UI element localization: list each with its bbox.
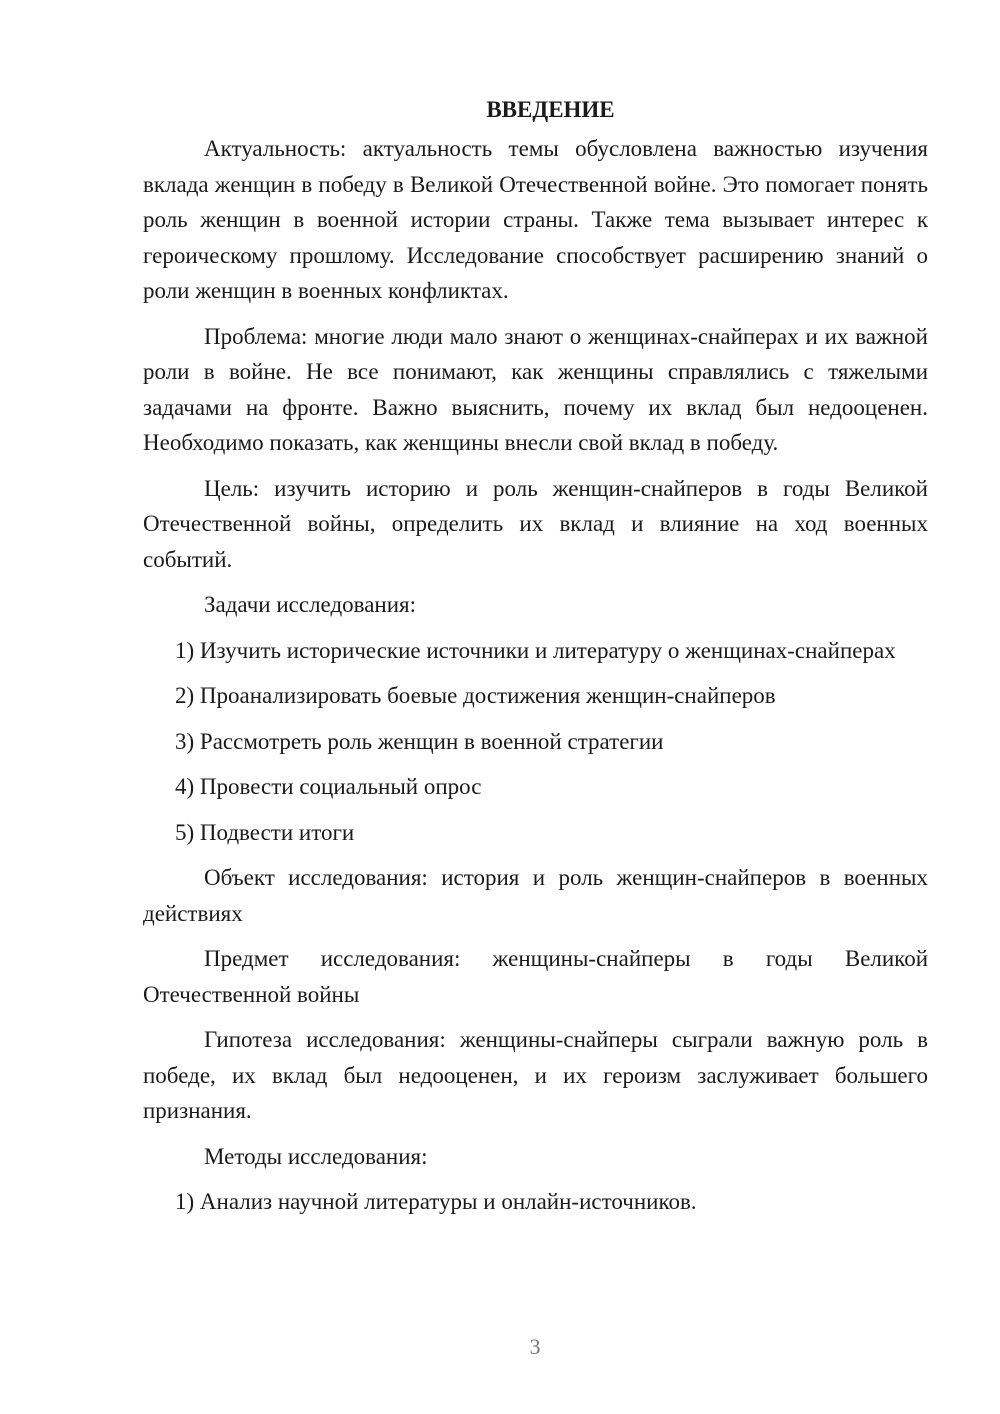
task-item-5: 5) Подвести итоги [175, 819, 355, 845]
task-item-3: 3) Рассмотреть роль женщин в военной стратегии [175, 728, 664, 754]
hypothesis-paragraph: Гипотеза исследования: женщины-снайперы сыграли важную роль в победе, их вклад был недооценен, и их героизм заслуживает большего признания. [143, 1027, 928, 1123]
section-heading: ВВЕДЕНИЕ [486, 97, 615, 122]
tasks-label: Задачи исследования: [204, 592, 417, 617]
page-content [143, 92, 928, 1230]
subject-paragraph: Предмет исследования: женщины-снайперы в годы Великой Отечественной войны [143, 946, 928, 1007]
problem-paragraph: Проблема: многие люди мало знают о женщинах-снайперах и их важной роли в войне. Не все понимают, как женщины справлялись с тяжелыми задачами на фронте. Важно выяснить, почему их вклад был недооценен. Необходимо показать, как женщины внесли свой вклад в победу. [143, 323, 928, 455]
task-item-2: 2) Проанализировать боевые достижения женщин-снайперов [175, 683, 776, 708]
methods-label: Методы исследования: [204, 1143, 428, 1169]
goal-paragraph: Цель: изучить историю и роль женщин-снайперов в годы Великой Отечественной войны, определить их вклад и влияние на ход военных событий. [143, 475, 928, 572]
page-number: 3 [529, 1334, 541, 1359]
relevance-paragraph: Актуальность: актуальность темы обусловлена важностью изучения вклада женщин в победу в Великой Отечественной войне. Это помогает понять роль женщин в военной истории страны. Также тема вызывает интерес к героическому прошлому. Исследование способствует расширению знаний о роли женщин в военных конфликтах. [143, 136, 928, 303]
task-item-4: 4) Провести социальный опрос [175, 774, 482, 799]
method-item-1: 1) Анализ научной литературы и онлайн-источников. [175, 1189, 697, 1214]
task-item-1: 1) Изучить исторические источники и литературу о женщинах-снайперах [175, 637, 896, 663]
object-paragraph: Объект исследования: история и роль женщин-снайперов в военных действиях [143, 865, 928, 926]
